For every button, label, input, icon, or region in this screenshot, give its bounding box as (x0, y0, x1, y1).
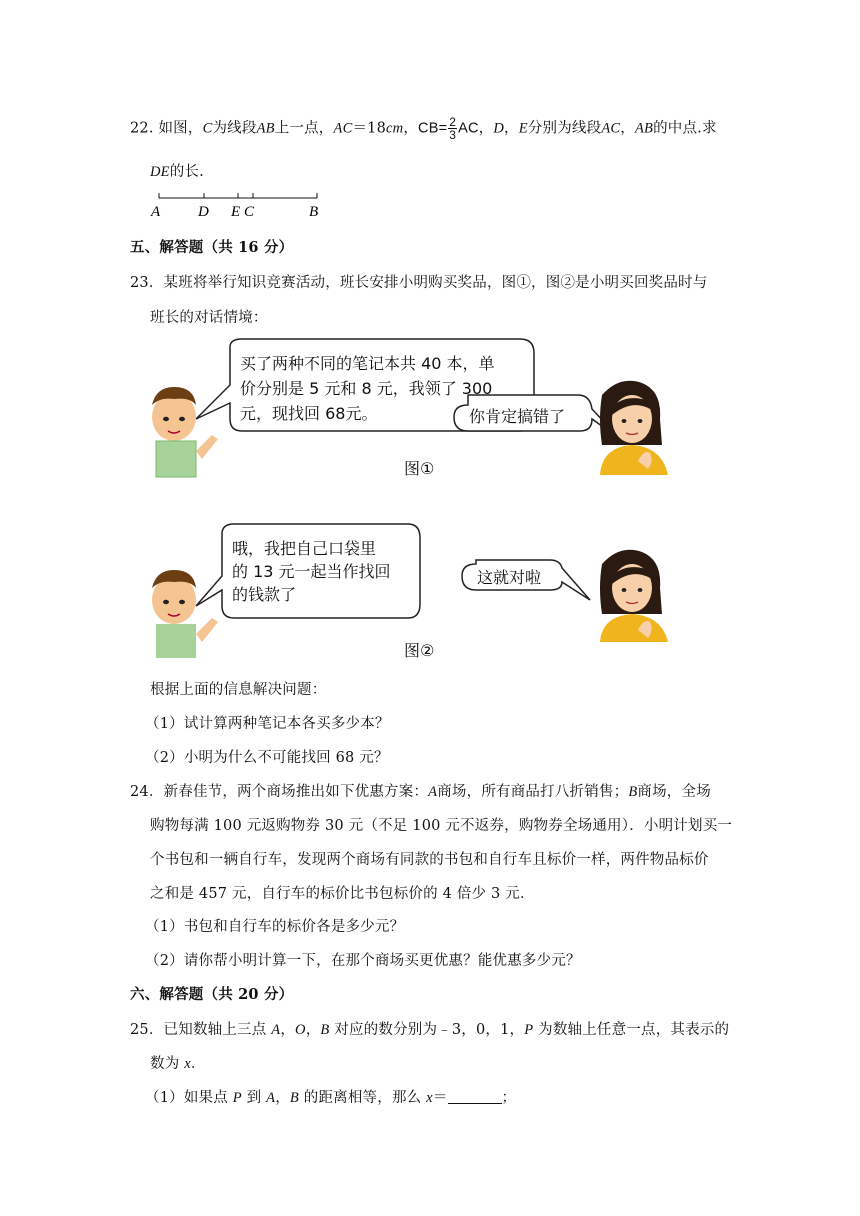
text: 25．已知数轴上三点 (130, 1022, 272, 1038)
reply-1-text: 你肯定搞错了 (469, 407, 566, 426)
bubble-2-line3: 的钱款了 (232, 585, 297, 604)
text: ， (620, 120, 635, 137)
girl-illustration (600, 550, 668, 642)
var-ab: AB (634, 120, 654, 137)
bubble-2-line2: 的 13 元一起当作找回 (232, 562, 391, 581)
text: 到 (241, 1090, 267, 1106)
var-p: P (232, 1090, 242, 1106)
var-e: E (518, 120, 528, 137)
q24-line4: 之和是 457 元，自行车的标价比书包标价的 4 倍少 3 元． (150, 886, 535, 902)
q23-sub2: （2）小明为什么不可能找回 68 元？ (145, 750, 389, 766)
text: 的中点.求 (653, 120, 717, 137)
var-a: A (266, 1090, 276, 1106)
text: 24．新春佳节，两个商场推出如下优惠方案： (130, 784, 429, 800)
var-p: P (524, 1022, 534, 1038)
q24-line2: 购物每满 100 元返购物券 30 元（不足 100 元不返券，购物券全场通用）．小明计划买一 (150, 818, 733, 834)
var-d: D (493, 120, 505, 137)
var-c: C (202, 120, 213, 137)
text: 分别为线段 (527, 120, 602, 137)
q23-sub1: （1）试计算两种笔记本各买多少本？ (145, 716, 390, 732)
formula-ac: AC (458, 120, 479, 137)
q25-line2 (150, 1052, 206, 1073)
q25-line1 (130, 1018, 729, 1039)
reply-2-text: 这就对啦 (477, 568, 542, 587)
text: ＝18 (352, 120, 387, 137)
var-a: A (271, 1022, 281, 1038)
q23-line2: 班长的对话情境： (150, 310, 268, 326)
q24-line3: 个书包和一辆自行车，发现两个商场有同款的书包和自行车且标价一样，两件物品标价 (150, 852, 709, 868)
fraction (448, 116, 457, 141)
text: ， (403, 120, 419, 137)
question-number: 22. (130, 120, 154, 137)
text: ， (280, 1022, 296, 1038)
text: 数为 (150, 1056, 185, 1072)
var-a: A (428, 784, 438, 800)
text: ， (478, 120, 494, 137)
text: 上一点， (274, 120, 334, 137)
text: 商场，所有商品打八折销售； (437, 784, 629, 800)
q24-sub1: （1）书包和自行车的标价各是多少元？ (145, 919, 405, 935)
var-b: B (289, 1090, 299, 1106)
girl-illustration (600, 381, 668, 475)
point-label-a: A (151, 204, 161, 220)
text: （1）如果点 (145, 1090, 233, 1106)
var-o: O (295, 1022, 306, 1038)
boy-illustration (152, 387, 218, 477)
figure-caption-1: 图① (404, 459, 435, 478)
text: 商场，全场 (637, 784, 711, 800)
q22-line2 (150, 160, 204, 181)
text: 的距离相等，那么 (298, 1090, 427, 1106)
formula-cb: CB= (418, 120, 448, 137)
bubble-2-line1: 哦，我把自己口袋里 (232, 539, 377, 558)
answer-blank[interactable] (448, 1089, 502, 1104)
unit-cm: cm (386, 120, 404, 137)
q23-line1: 23．某班将举行知识竞赛活动，班长安排小明购买奖品，图①，图②是小明买回奖品时与 (130, 275, 708, 291)
q22-line1 (130, 116, 717, 141)
q24-sub2: （2）请你帮小明计算一下，在那个商场买更优惠？能优惠多少元？ (145, 953, 581, 969)
var-ab: AB (256, 120, 275, 137)
point-label-d: D (198, 204, 209, 220)
var-ac: AC (333, 120, 353, 137)
var-ac: AC (601, 120, 621, 137)
text: ， (275, 1090, 290, 1106)
text: 的长. (169, 164, 204, 180)
section-title: 五、解答题（共 16 分） (130, 239, 294, 256)
var-b: B (320, 1022, 330, 1038)
text: ， (504, 120, 519, 137)
point-label-c: C (244, 204, 255, 220)
q25-sub1 (145, 1086, 516, 1107)
q23-intro: 根据上面的信息解决问题： (150, 682, 327, 698)
var-de: DE (150, 164, 170, 180)
bubble-1-line1: 买了两种不同的笔记本共 40 本，单 (240, 354, 495, 373)
var-x: x (184, 1056, 191, 1072)
fraction-denominator: 3 (449, 128, 457, 142)
var-b: B (628, 784, 638, 800)
boy-illustration (152, 570, 218, 658)
text: 对应的数分别为﹣3，0，1， (329, 1022, 525, 1038)
bubble-1-line2: 价分别是 5 元和 8 元，我领了 300 (240, 379, 493, 398)
bubble-1-line3: 元，现找回 68元。 (240, 404, 378, 423)
q24-line1 (130, 780, 711, 801)
text: 为线段 (212, 120, 257, 137)
text: ． (190, 1056, 206, 1072)
text: 如图， (158, 120, 203, 137)
point-label-e: E (231, 204, 241, 220)
text: ＝ (432, 1090, 448, 1106)
segment-diagram (145, 188, 335, 224)
text: 为数轴上任意一点，其表示的 (533, 1022, 730, 1038)
text: ； (501, 1090, 517, 1106)
section-title: 六、解答题（共 20 分） (130, 986, 294, 1003)
text: ， (305, 1022, 321, 1038)
var-x: x (426, 1090, 433, 1106)
point-label-b: B (309, 204, 319, 220)
figure-caption-2: 图② (404, 641, 435, 660)
fraction-numerator: 2 (449, 115, 457, 129)
